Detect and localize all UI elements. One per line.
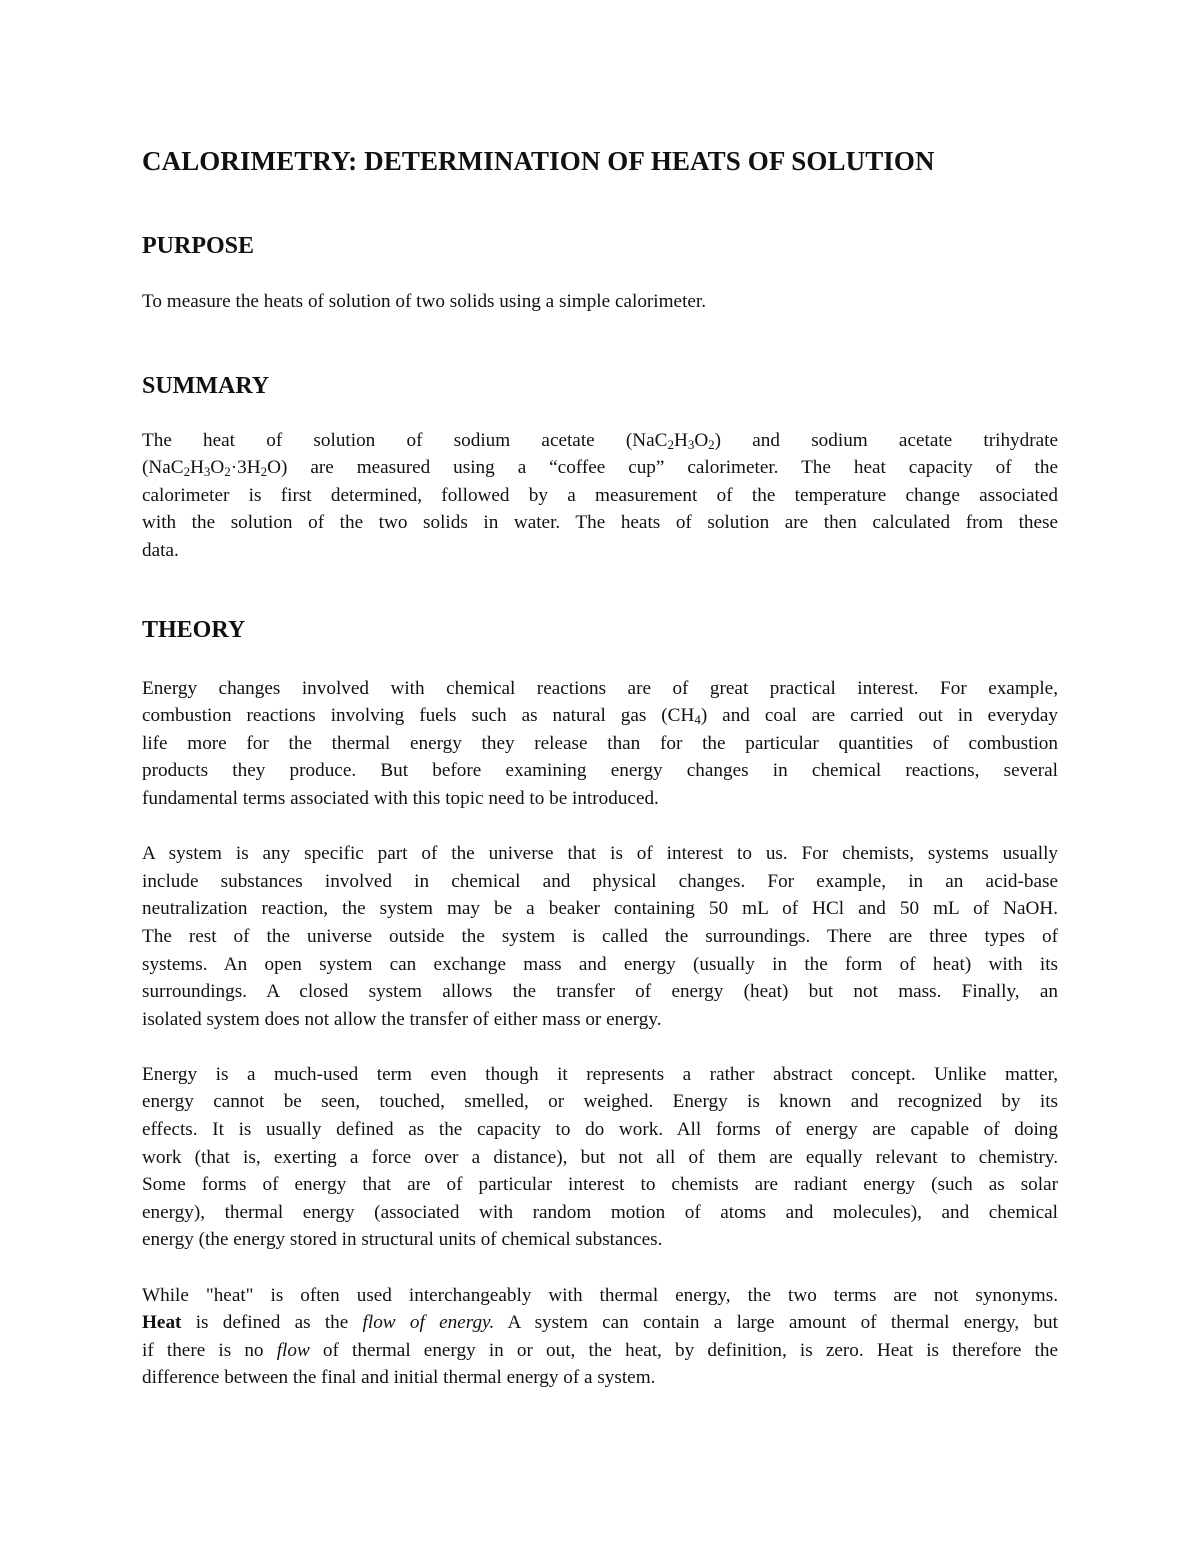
theory-text: of thermal energy in or out, the heat, by definition, is zero. Heat is therefore the <box>309 1339 1058 1361</box>
summary-line: data. <box>142 539 179 561</box>
theory-line <box>142 1337 1058 1365</box>
theory-paragraph-3 <box>142 1061 1058 1254</box>
summary-line <box>142 427 1058 455</box>
summary-text: ) and sodium acetate trihydrate <box>714 429 1058 451</box>
subscript: 2 <box>183 464 191 480</box>
theory-line: surroundings. A closed system allows the transfer of energy (heat) but not mass. Finally, an <box>142 981 1058 1003</box>
heat-term: Heat <box>142 1312 182 1334</box>
theory-paragraph-4 <box>142 1282 1058 1392</box>
theory-heading: THEORY <box>142 616 246 643</box>
theory-line: While "heat" is often used interchangeably with thermal energy, the two terms are not synonyms. <box>142 1284 1058 1306</box>
theory-line: energy (the energy stored in structural units of chemical substances. <box>142 1229 663 1251</box>
theory-line: effects. It is usually defined as the capacity to do work. All forms of energy are capable of doing <box>142 1119 1058 1141</box>
theory-text: ) and coal are carried out in everyday <box>700 705 1058 727</box>
theory-line: work (that is, exerting a force over a distance), but not all of them are equally relevant to chemistry. <box>142 1146 1058 1168</box>
summary-paragraph <box>142 427 1058 565</box>
summary-heading: SUMMARY <box>142 372 270 399</box>
emphasis-text: flow <box>276 1339 310 1361</box>
theory-line: Some forms of energy that are of particular interest to chemists are radiant energy (such as solar <box>142 1174 1058 1196</box>
subscript: 3 <box>687 436 695 452</box>
summary-text: H <box>673 429 688 451</box>
theory-line: isolated system does not allow the transfer of either mass or energy. <box>142 1008 662 1030</box>
theory-line: include substances involved in chemical and physical changes. For example, in an acid-base <box>142 870 1058 892</box>
theory-line: fundamental terms associated with this topic need to be introduced. <box>142 787 659 809</box>
theory-line: energy cannot be seen, touched, smelled, or weighed. Energy is known and recognized by its <box>142 1091 1058 1113</box>
theory-line: A system is any specific part of the universe that is of interest to us. For chemists, systems usually <box>142 843 1058 865</box>
theory-line: life more for the thermal energy they release than for the particular quantities of combustion <box>142 732 1058 754</box>
emphasis-text: flow of energy. <box>362 1312 495 1334</box>
document-page <box>142 140 1058 1392</box>
summary-text: ·3H <box>230 457 261 479</box>
theory-line <box>142 1309 1058 1337</box>
theory-text: if there is no <box>142 1339 277 1361</box>
subscript: 2 <box>667 436 674 452</box>
summary-line: calorimeter is first determined, followed by a measurement of the temperature change associated <box>142 484 1058 506</box>
document-title: CALORIMETRY: DETERMINATION OF HEATS OF SOLUTION <box>142 146 935 176</box>
theory-line: Energy changes involved with chemical reactions are of great practical interest. For example, <box>142 677 1058 699</box>
subscript: 4 <box>694 712 701 728</box>
theory-line: systems. An open system can exchange mass and energy (usually in the form of heat) with its <box>142 953 1058 975</box>
summary-line <box>142 454 1058 482</box>
summary-text: O <box>210 457 225 479</box>
purpose-text: To measure the heats of solution of two solids using a simple calorimeter. <box>142 291 707 312</box>
theory-text: is defined as the <box>181 1312 363 1334</box>
theory-line <box>142 702 1058 730</box>
subscript: 2 <box>260 464 268 480</box>
subscript: 2 <box>224 464 231 480</box>
theory-line: The rest of the universe outside the system is called the surroundings. There are three types of <box>142 925 1058 947</box>
summary-text: (NaC <box>142 457 184 479</box>
summary-text: O <box>694 429 709 451</box>
summary-text: The heat of solution of sodium acetate (NaC <box>142 429 668 451</box>
theory-line: energy), thermal energy (associated with random motion of atoms and molecules), and chemical <box>142 1201 1058 1223</box>
summary-text: O) are measured using a “coffee cup” calorimeter. The heat capacity of the <box>267 457 1058 479</box>
subscript: 3 <box>203 464 211 480</box>
theory-paragraph-1 <box>142 675 1058 813</box>
theory-line: Energy is a much-used term even though it represents a rather abstract concept. Unlike matter, <box>142 1063 1058 1085</box>
theory-line: neutralization reaction, the system may be a beaker containing 50 mL of HCl and 50 mL of NaOH. <box>142 898 1058 920</box>
summary-line: with the solution of the two solids in water. The heats of solution are then calculated from these <box>142 512 1058 534</box>
theory-line: products they produce. But before examining energy changes in chemical reactions, several <box>142 760 1058 782</box>
purpose-paragraph <box>142 288 1058 316</box>
purpose-heading: PURPOSE <box>142 233 255 259</box>
subscript: 2 <box>708 436 715 452</box>
theory-text: A system can contain a large amount of thermal energy, but <box>494 1312 1058 1334</box>
summary-text: H <box>190 457 204 479</box>
theory-text: combustion reactions involving fuels such as natural gas (CH <box>142 705 695 727</box>
theory-paragraph-2 <box>142 840 1058 1033</box>
theory-line: difference between the final and initial thermal energy of a system. <box>142 1367 656 1389</box>
